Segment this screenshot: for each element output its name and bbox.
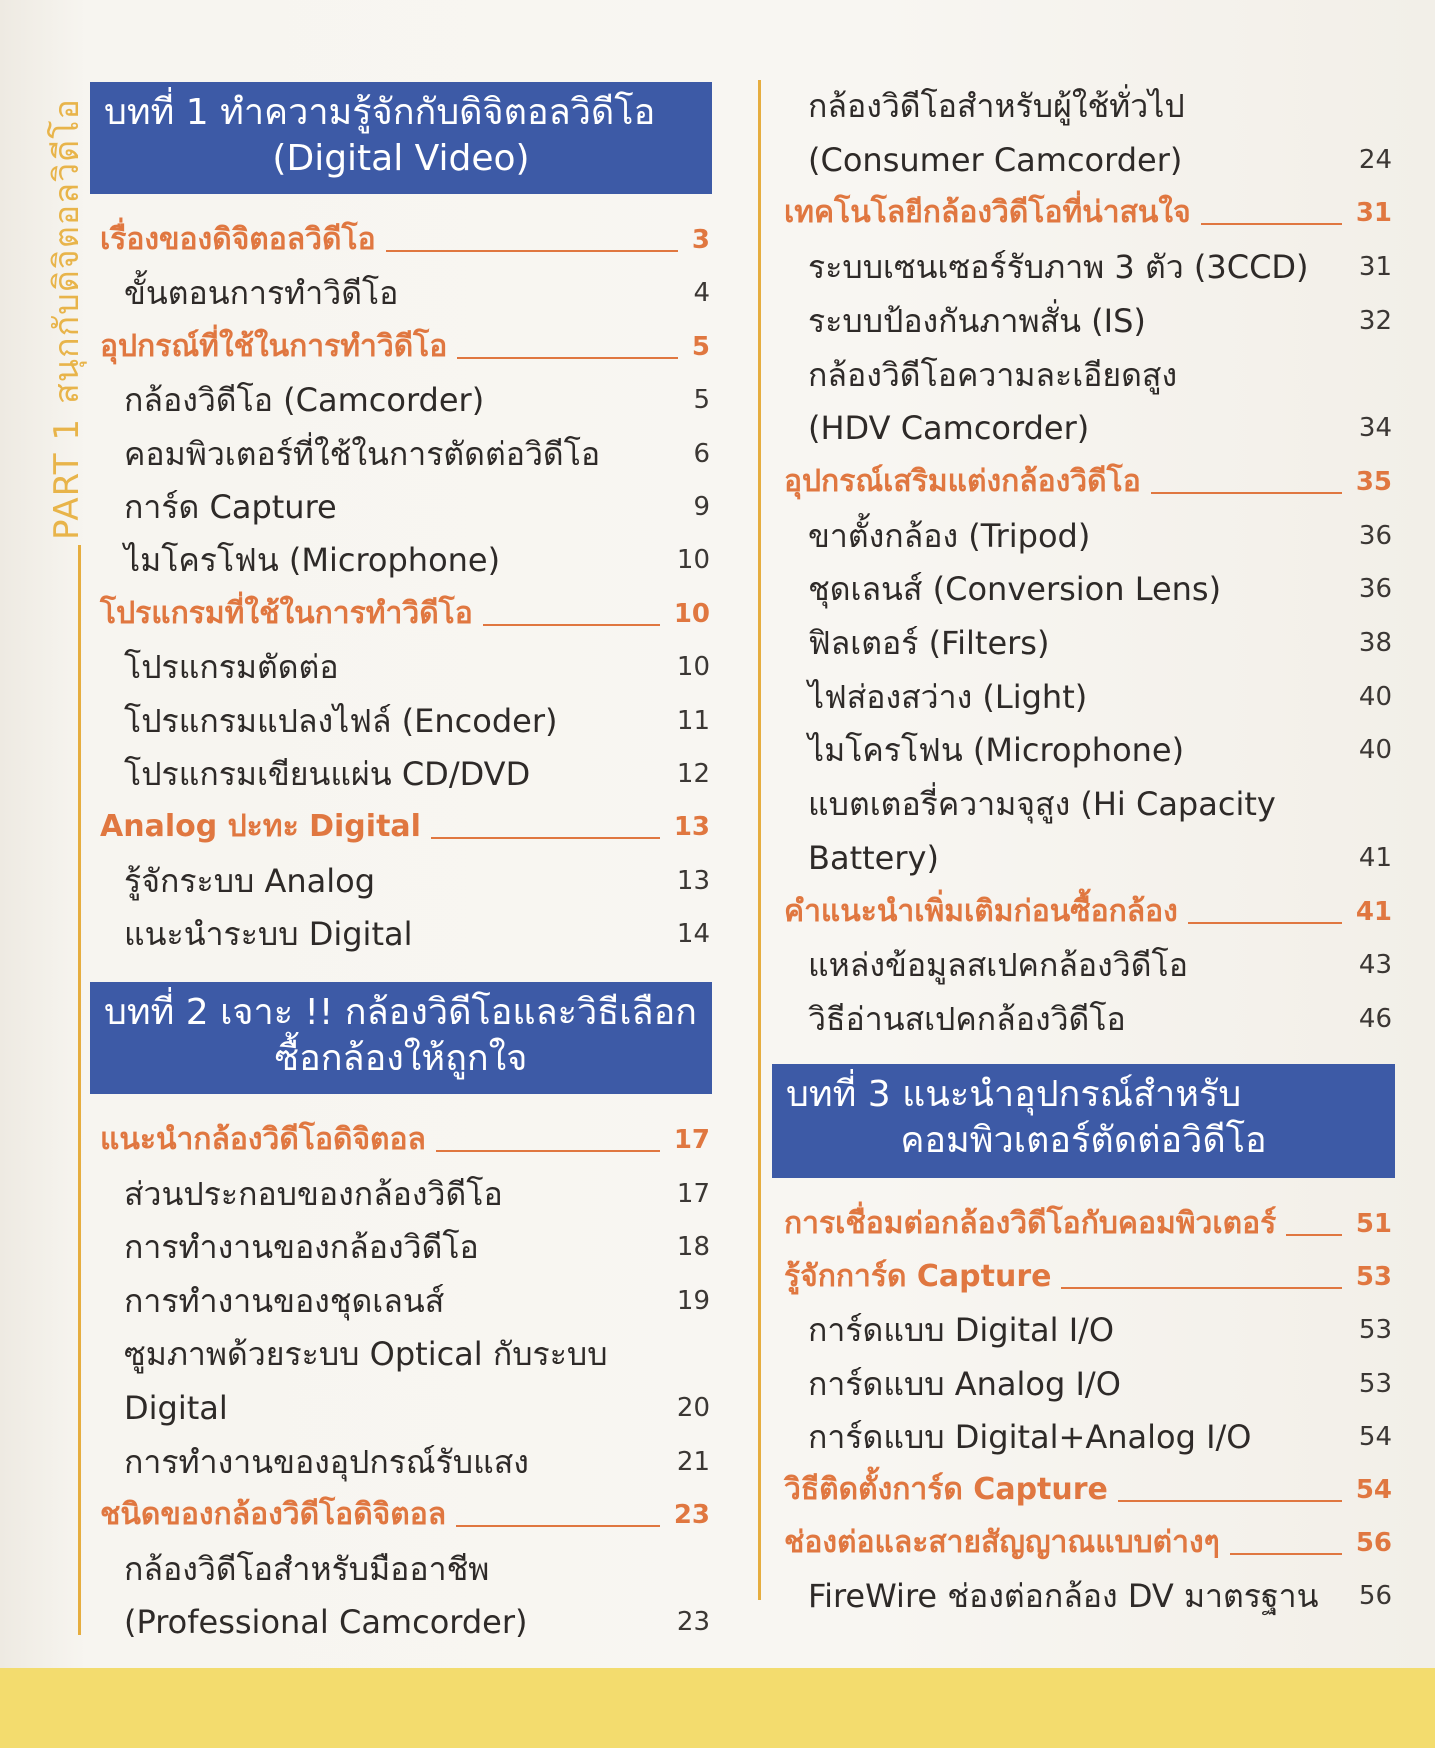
chapter-3-subtitle: คอมพิวเตอร์ตัดต่อวิดีโอ [900, 1120, 1267, 1161]
section-title: อุปกรณ์เสริมแต่งกล้องวิดีโอ [784, 463, 1141, 499]
toc-section-heading[interactable] [784, 1464, 1392, 1516]
page-number: 11 [676, 705, 710, 736]
toc-entry[interactable] [784, 993, 1392, 1045]
page-number: 13 [673, 812, 710, 843]
toc-entry[interactable] [784, 510, 1392, 562]
page-number: 5 [691, 331, 710, 362]
page-number: 51 [1355, 1209, 1392, 1239]
entry-title: ส่วนประกอบของกล้องวิดีโอ [124, 1174, 503, 1213]
toc-section-heading[interactable] [100, 1114, 710, 1166]
part-title: สนุกกับดิจิตอลวิดีโอ [47, 98, 87, 405]
leader-line [1118, 1500, 1342, 1502]
page-number: 41 [1358, 842, 1392, 873]
page-number: 54 [1358, 1421, 1392, 1452]
toc-section-heading[interactable] [784, 187, 1392, 239]
page-number: 31 [1355, 198, 1392, 229]
leader-line [1188, 922, 1342, 924]
toc-entry[interactable] [100, 481, 710, 533]
chapter-1-subtitle: (Digital Video) [272, 138, 530, 179]
toc-entry[interactable] [784, 80, 1392, 132]
toc-entry[interactable] [784, 617, 1392, 669]
chapter-2-subtitle: ซื้อกล้องให้ถูกใจ [274, 1038, 528, 1079]
entry-title: Digital [124, 1389, 228, 1427]
leader-line [386, 250, 678, 252]
entry-title: โปรแกรมแปลงไฟล์ (Encoder) [124, 701, 558, 740]
section-title: อุปกรณ์ที่ใช้ในการทำวิดีโอ [100, 328, 448, 364]
toc-entry[interactable] [784, 724, 1392, 776]
toc-section-heading[interactable] [784, 456, 1392, 508]
toc-section-heading[interactable] [100, 588, 710, 640]
page-number: 12 [676, 759, 710, 789]
entry-title: คอมพิวเตอร์ที่ใช้ในการตัดต่อวิดีโอ [124, 434, 601, 473]
toc-entry[interactable] [100, 1596, 710, 1648]
page-number: 53 [1358, 1315, 1392, 1346]
entry-title: การ์ดแบบ Analog I/O [808, 1364, 1121, 1403]
page-number: 56 [1355, 1528, 1392, 1559]
entry-title: กล้องวิดีโอความละเอียดสูง [808, 355, 1178, 394]
entry-title: ชุดเลนส์ (Conversion Lens) [808, 570, 1222, 609]
entry-title: การทำงานของกล้องวิดีโอ [124, 1228, 479, 1267]
leader-line [1286, 1234, 1342, 1236]
leader-line [457, 357, 678, 359]
toc-section-heading[interactable] [784, 1198, 1392, 1250]
section-title: เทคโนโลยีกล้องวิดีโอที่น่าสนใจ [784, 195, 1191, 231]
entry-title: วิธีอ่านสเปคกล้องวิดีโอ [808, 999, 1126, 1038]
entry-title: กล้องวิดีโอสำหรับมืออาชีพ [124, 1549, 490, 1588]
toc-entry[interactable] [784, 1411, 1392, 1463]
toc-entry[interactable] [100, 641, 710, 693]
toc-entry[interactable] [784, 349, 1392, 401]
entry-title: FireWire ช่องต่อกล้อง DV มาตรฐาน [808, 1577, 1319, 1616]
toc-entry[interactable] [100, 1221, 710, 1273]
entry-title: รู้จักระบบ Analog [124, 861, 376, 900]
page-number: 14 [676, 919, 710, 950]
toc-entry[interactable] [100, 374, 710, 426]
page-number: 23 [673, 1500, 710, 1531]
page-number: 41 [1355, 896, 1392, 927]
toc-section-heading[interactable] [784, 1251, 1392, 1303]
entry-title: (HDV Camcorder) [808, 409, 1090, 448]
section-title: โปรแกรมที่ใช้ในการทำวิดีโอ [100, 595, 473, 631]
entry-title: ไมโครโฟน (Microphone) [808, 731, 1185, 770]
toc-entry[interactable] [784, 778, 1392, 830]
entry-title: ขั้นตอนการทำวิดีโอ [124, 274, 399, 313]
toc-entry[interactable] [100, 428, 710, 480]
section-title: ชนิดของกล้องวิดีโอดิจิตอล [100, 1497, 447, 1533]
page-number: 20 [676, 1393, 710, 1423]
page-number: 6 [693, 438, 710, 469]
entry-title: (Consumer Camcorder) [808, 140, 1183, 179]
entry-title: (Professional Camcorder) [124, 1603, 528, 1642]
section-title: การเชื่อมต่อกล้องวิดีโอกับคอมพิวเตอร์ [784, 1206, 1277, 1241]
chapter-3-header [772, 1064, 1395, 1178]
toc-entry[interactable] [784, 402, 1392, 454]
chapter-1-header [90, 82, 712, 194]
leader-line [1151, 492, 1342, 494]
page-number: 13 [676, 865, 710, 896]
page-number: 10 [676, 652, 710, 683]
page-number: 17 [676, 1178, 710, 1209]
section-title: เรื่องของดิจิตอลวิดีโอ [100, 222, 376, 257]
toc-section-heading[interactable] [100, 1489, 710, 1541]
leader-line [436, 1150, 660, 1152]
toc-entry[interactable] [784, 134, 1392, 186]
page-number: 40 [1358, 735, 1392, 766]
entry-title: การ์ดแบบ Digital I/O [808, 1311, 1115, 1350]
entry-title: ระบบเซนเซอร์รับภาพ 3 ตัว (3CCD) [808, 248, 1309, 287]
toc-entry[interactable] [784, 671, 1392, 723]
leader-line [1230, 1553, 1342, 1555]
page-number: 3 [691, 225, 710, 255]
entry-title: โปรแกรมเขียนแผ่น CD/DVD [124, 755, 531, 793]
toc-entry[interactable] [100, 1168, 710, 1220]
leader-line [456, 1525, 660, 1527]
toc-entry[interactable] [784, 1358, 1392, 1410]
page-number: 34 [1358, 413, 1392, 444]
page-number: 17 [673, 1125, 710, 1155]
toc-entry[interactable] [784, 241, 1392, 293]
toc-section-heading[interactable] [784, 1517, 1392, 1569]
toc-entry[interactable] [784, 1570, 1392, 1622]
toc-entry[interactable] [784, 1304, 1392, 1356]
entry-title: การ์ด Capture [124, 488, 337, 526]
entry-title: แนะนำระบบ Digital [124, 915, 413, 954]
toc-entry[interactable] [784, 295, 1392, 347]
entry-title: ขาตั้งกล้อง (Tripod) [808, 516, 1091, 555]
toc-entry[interactable] [784, 832, 1392, 884]
toc-entry[interactable] [100, 267, 710, 319]
page-number: 9 [693, 492, 710, 522]
page-number: 31 [1358, 252, 1392, 283]
page-number: 43 [1358, 950, 1392, 981]
page-number: 10 [673, 598, 710, 629]
page-number: 36 [1358, 574, 1392, 605]
entry-title: แหล่งข้อมูลสเปคกล้องวิดีโอ [808, 946, 1188, 985]
chapter-2-title: บทที่ 2 เจาะ !! กล้องวิดีโอและวิธีเลือก [104, 992, 697, 1033]
page-number: 38 [1358, 628, 1392, 658]
entry-title: โปรแกรมตัดต่อ [124, 648, 339, 687]
toc-section-heading[interactable] [100, 801, 710, 853]
page-number: 32 [1358, 305, 1392, 336]
leader-line [431, 837, 660, 839]
entry-title: ไฟส่องสว่าง (Light) [808, 677, 1088, 716]
toc-entry[interactable] [100, 855, 710, 907]
chapter-1-title: บทที่ 1 ทำความรู้จักกับดิจิตอลวิดีโอ [104, 92, 656, 133]
toc-section-heading[interactable] [784, 886, 1392, 938]
page-number: 53 [1358, 1368, 1392, 1399]
entry-title: การทำงานของชุดเลนส์ [124, 1281, 445, 1320]
toc-entry[interactable] [100, 1436, 710, 1488]
section-title: แนะนำกล้องวิดีโอดิจิตอล [100, 1122, 426, 1157]
toc-section-heading[interactable] [100, 321, 710, 373]
page-number: 18 [676, 1232, 710, 1263]
entry-title: กล้องวิดีโอสำหรับผู้ใช้ทั่วไป [808, 87, 1185, 125]
page-number: 24 [1358, 144, 1392, 175]
toc-entry[interactable] [100, 1275, 710, 1327]
chapter-3-title: บทที่ 3 แนะนำอุปกรณ์สำหรับ [786, 1074, 1242, 1115]
toc-entry[interactable] [100, 695, 710, 747]
page-number: 10 [676, 545, 710, 576]
column-divider [758, 80, 761, 1600]
toc-entry[interactable] [100, 534, 710, 586]
leader-line [1061, 1287, 1342, 1289]
entry-title: Battery) [808, 838, 939, 877]
section-title: วิธีติดตั้งการ์ด Capture [784, 1472, 1108, 1507]
chapter-2-header [90, 982, 712, 1094]
entry-title: ซูมภาพด้วยระบบ Optical กับระบบ [124, 1335, 608, 1374]
left-margin-rule [78, 545, 81, 1635]
page-number: 5 [693, 385, 710, 416]
entry-title: ไมโครโฟน (Microphone) [124, 541, 501, 580]
toc-entry[interactable] [100, 1328, 710, 1380]
entry-title: แบตเตอรี่ความจุสูง (Hi Capacity [808, 785, 1276, 824]
toc-entry[interactable] [100, 1543, 710, 1595]
side-part-label [42, 80, 92, 540]
page-number: 40 [1358, 681, 1392, 712]
page-number: 36 [1358, 520, 1392, 551]
toc-entry[interactable] [784, 939, 1392, 991]
page-number: 35 [1355, 466, 1392, 497]
toc-section-heading[interactable] [100, 214, 710, 266]
section-title: Analog ปะทะ Digital [100, 809, 421, 845]
toc-entry[interactable] [100, 1382, 710, 1434]
section-title: ช่องต่อและสายสัญญาณแบบต่างๆ [784, 1525, 1220, 1561]
page-number: 53 [1355, 1262, 1392, 1293]
footer-band [0, 1668, 1435, 1748]
part-number: PART 1 [47, 418, 87, 540]
page-number: 4 [693, 278, 710, 309]
page-number: 23 [676, 1607, 710, 1638]
toc-entry[interactable] [100, 748, 710, 800]
entry-title: กล้องวิดีโอ (Camcorder) [124, 381, 485, 420]
page-number: 19 [676, 1285, 710, 1316]
toc-entry[interactable] [784, 563, 1392, 615]
leader-line [1201, 223, 1342, 225]
page-number: 46 [1358, 1003, 1392, 1034]
entry-title: การ์ดแบบ Digital+Analog I/O [808, 1417, 1252, 1456]
page-number: 21 [676, 1446, 710, 1477]
section-title: คำแนะนำเพิ่มเติมก่อนซื้อกล้อง [784, 893, 1178, 929]
page-number: 54 [1355, 1475, 1392, 1505]
entry-title: ฟิลเตอร์ (Filters) [808, 624, 1050, 662]
entry-title: การทำงานของอุปกรณ์รับแสง [124, 1442, 529, 1481]
section-title: รู้จักการ์ด Capture [784, 1259, 1052, 1295]
entry-title: ระบบป้องกันภาพสั่น (IS) [808, 301, 1146, 340]
page-number: 56 [1358, 1581, 1392, 1612]
toc-entry[interactable] [100, 908, 710, 960]
leader-line [483, 624, 660, 626]
